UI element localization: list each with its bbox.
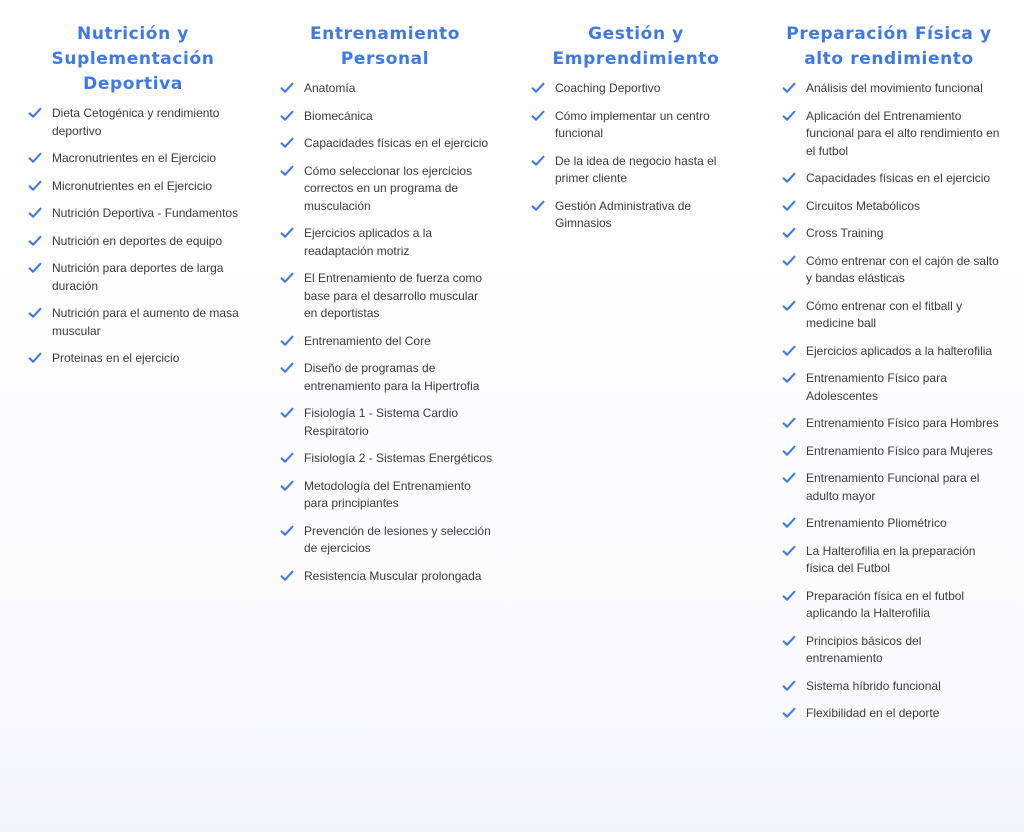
check-icon	[782, 590, 796, 602]
course-item	[276, 478, 494, 513]
course-item-label: Nutrición Deportiva - Fundamentos	[52, 206, 239, 220]
check-icon	[280, 407, 294, 419]
course-item	[276, 450, 494, 468]
check-icon	[782, 82, 796, 94]
check-icon	[280, 110, 294, 122]
column-title: Nutrición y Suplementación Deportiva	[51, 24, 215, 94]
check-icon	[782, 300, 796, 312]
course-item	[24, 105, 242, 140]
column-gestion	[527, 22, 745, 243]
check-icon	[782, 545, 796, 557]
course-item	[24, 205, 242, 223]
check-icon	[280, 165, 294, 177]
check-icon	[782, 172, 796, 184]
course-item	[778, 170, 1000, 188]
check-icon	[28, 235, 42, 247]
course-item	[527, 153, 745, 188]
course-item-label: Entrenamiento Físico para Hombres	[806, 416, 999, 430]
course-item	[276, 333, 494, 351]
course-item	[24, 350, 242, 368]
column-nutricion	[24, 22, 242, 378]
course-item-label: Diseño de programas de entrenamiento para la Hipertrofia	[304, 361, 480, 393]
check-icon	[782, 635, 796, 647]
course-item-label: Principios básicos del entrenamiento	[806, 633, 922, 665]
course-item-label: Metodología del Entrenamiento para principiantes	[304, 478, 471, 510]
check-icon	[782, 445, 796, 457]
course-list	[276, 80, 494, 585]
course-list	[778, 80, 1000, 723]
course-item-label: Gestión Administrativa de Gimnasios	[555, 198, 692, 230]
course-item-label: Biomecánica	[304, 108, 373, 123]
check-icon	[531, 110, 545, 122]
column-title: Gestión y Emprendimiento	[552, 24, 720, 69]
course-item-label: Cómo entrenar con el fitball y medicine ball	[806, 298, 963, 330]
course-item	[276, 80, 494, 98]
course-item	[276, 108, 494, 126]
course-item	[24, 178, 242, 196]
course-list	[527, 80, 745, 233]
check-icon	[782, 110, 796, 122]
check-icon	[782, 227, 796, 239]
course-item	[778, 515, 1000, 533]
course-item-label: Capacidades físicas en el ejercicio	[304, 136, 489, 150]
course-item	[778, 343, 1000, 361]
check-icon	[782, 680, 796, 692]
course-item	[778, 470, 1000, 505]
course-item	[24, 260, 242, 295]
course-item	[527, 80, 745, 98]
check-icon	[782, 200, 796, 212]
check-icon	[280, 227, 294, 239]
course-item	[527, 198, 745, 233]
course-item	[276, 270, 494, 323]
course-item-label: Cross Training	[806, 226, 884, 240]
course-item	[276, 225, 494, 260]
course-item-label: Preparación física en el futbol aplicando la Halterofilia	[806, 588, 965, 620]
course-item-label: Fisiología 1 - Sistema Cardio Respiratorio	[304, 406, 459, 438]
check-icon	[782, 345, 796, 357]
column-title: Preparación Física y alto rendimiento	[786, 24, 992, 69]
course-item-label: Circuitos Metabólicos	[806, 198, 921, 213]
check-icon	[280, 525, 294, 537]
check-icon	[531, 155, 545, 167]
course-item	[778, 678, 1000, 696]
check-icon	[782, 417, 796, 429]
course-item-label: Flexibilidad en el deporte	[806, 706, 940, 720]
check-icon	[280, 452, 294, 464]
course-item-label: Cómo seleccionar los ejercicios correctos en un programa de musculación	[304, 163, 473, 213]
check-icon	[28, 262, 42, 274]
check-icon	[280, 335, 294, 347]
check-icon	[28, 207, 42, 219]
column-entrenamiento-personal	[276, 22, 494, 595]
check-icon	[280, 570, 294, 582]
check-icon	[28, 152, 42, 164]
course-item	[276, 568, 494, 586]
course-item	[778, 80, 1000, 98]
course-item-label: El Entrenamiento de fuerza como base para el desarrollo muscular en deportistas	[304, 271, 483, 320]
course-item-label: Análisis del movimiento funcional	[806, 81, 983, 95]
course-item-label: Entrenamiento del Core	[304, 333, 431, 348]
course-item-label: Entrenamiento Físico para Mujeres	[806, 443, 993, 458]
column-title: Entrenamiento Personal	[309, 24, 461, 69]
course-item	[778, 588, 1000, 623]
check-icon	[782, 517, 796, 529]
course-list	[24, 105, 242, 368]
course-item-label: Fisiología 2 - Sistemas Energéticos	[304, 451, 493, 465]
course-item-label: Cómo implementar un centro funcional	[555, 108, 710, 140]
check-icon	[280, 362, 294, 374]
course-item	[778, 443, 1000, 461]
course-item	[778, 633, 1000, 668]
check-icon	[28, 307, 42, 319]
course-item	[778, 705, 1000, 723]
check-icon	[28, 107, 42, 119]
course-item-label: Ejercicios aplicados a la halterofilia	[806, 343, 993, 358]
course-item	[778, 198, 1000, 216]
course-item-label: Macronutrientes en el Ejercicio	[52, 151, 217, 165]
course-item-label: Micronutrientes en el Ejercicio	[52, 178, 213, 193]
course-item	[276, 405, 494, 440]
course-item	[778, 225, 1000, 243]
course-item-label: Coaching Deportivo	[555, 81, 661, 95]
check-icon	[782, 472, 796, 484]
column-preparacion-fisica	[778, 22, 1000, 733]
course-item-label: Sistema híbrido funcional	[806, 678, 941, 693]
course-item	[778, 108, 1000, 161]
check-icon	[531, 82, 545, 94]
check-icon	[782, 255, 796, 267]
course-item	[276, 135, 494, 153]
course-item	[24, 233, 242, 251]
course-item-label: Anatomía	[304, 81, 356, 95]
check-icon	[280, 480, 294, 492]
course-item-label: Resistencia Muscular prolongada	[304, 568, 482, 583]
check-icon	[531, 200, 545, 212]
check-icon	[28, 352, 42, 364]
course-item	[527, 108, 745, 143]
course-item-label: Capacidades físicas en el ejercicio	[806, 171, 991, 185]
course-item-label: Proteinas en el ejercicio	[52, 351, 180, 365]
course-item	[276, 163, 494, 216]
check-icon	[28, 180, 42, 192]
course-item-label: Nutrición para el aumento de masa muscular	[52, 306, 239, 338]
course-item	[276, 360, 494, 395]
course-item-label: De la idea de negocio hasta el primer cliente	[555, 153, 717, 185]
course-item-label: Nutrición para deportes de larga duración	[52, 261, 224, 293]
course-item-label: Entrenamiento Pliométrico	[806, 516, 947, 530]
course-item-label: Aplicación del Entrenamiento funcional para el alto rendimiento en el futbol	[806, 108, 1000, 158]
course-item	[778, 298, 1000, 333]
check-icon	[280, 272, 294, 284]
course-item	[24, 150, 242, 168]
check-icon	[280, 137, 294, 149]
check-icon	[782, 707, 796, 719]
check-icon	[280, 82, 294, 94]
check-icon	[782, 372, 796, 384]
course-item-label: Dieta Cetogénica y rendimiento deportivo	[52, 106, 220, 138]
course-item	[276, 523, 494, 558]
course-item-label: Cómo entrenar con el cajón de salto y bandas elásticas	[806, 253, 999, 285]
course-item	[778, 415, 1000, 433]
course-item	[778, 543, 1000, 578]
course-item	[778, 253, 1000, 288]
course-item-label: Entrenamiento Físico para Adolescentes	[806, 371, 947, 403]
course-item-label: La Halterofilia en la preparación física del Futbol	[806, 543, 976, 575]
course-item-label: Entrenamiento Funcional para el adulto mayor	[806, 471, 980, 503]
course-item-label: Prevención de lesiones y selección de ejercicios	[304, 523, 491, 555]
course-item	[778, 370, 1000, 405]
course-item-label: Ejercicios aplicados a la readaptación motriz	[304, 226, 433, 258]
course-item-label: Nutrición en deportes de equipo	[52, 233, 223, 248]
course-item	[24, 305, 242, 340]
